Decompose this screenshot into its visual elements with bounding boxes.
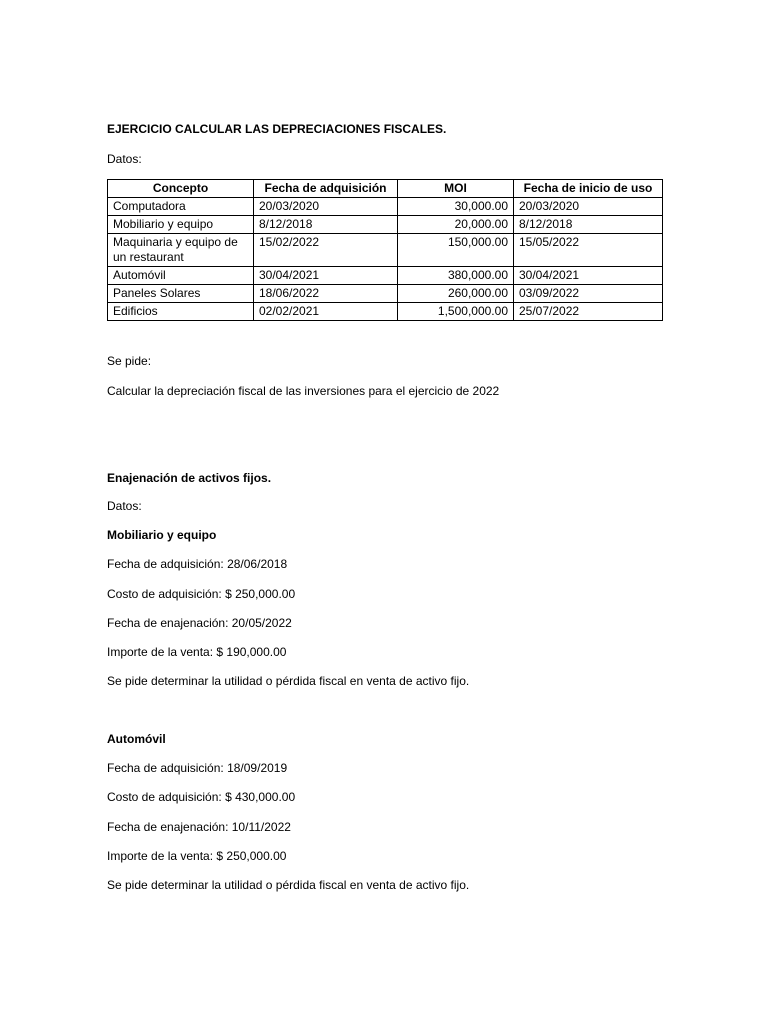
table-row (108, 216, 663, 234)
automovil-instruccion: Se pide determinar la utilidad o pérdida fiscal en venta de activo fijo. (107, 878, 470, 892)
cell-fecha-inicio-uso: 15/05/2022 (514, 234, 663, 267)
table-row (108, 285, 663, 303)
header-moi: MOI (398, 180, 514, 198)
table-row (108, 234, 663, 267)
se-pide-label: Se pide: (107, 354, 152, 368)
cell-concepto: Mobiliario y equipo (108, 216, 254, 234)
cell-fecha-adquisicion: 30/04/2021 (254, 267, 398, 285)
cell-fecha-inicio-uso: 20/03/2020 (514, 198, 663, 216)
automovil-fecha-adquisicion: Fecha de adquisición: 18/09/2019 (107, 761, 288, 775)
assets-table (107, 179, 663, 321)
header-fecha-adquisicion: Fecha de adquisición (254, 180, 398, 198)
header-fecha-inicio-uso: Fecha de inicio de uso (514, 180, 663, 198)
table-row (108, 198, 663, 216)
automovil-fecha-enajenacion: Fecha de enajenación: 10/11/2022 (107, 820, 291, 834)
cell-concepto: Computadora (108, 198, 254, 216)
cell-fecha-adquisicion: 02/02/2021 (254, 303, 398, 321)
automovil-heading: Automóvil (107, 732, 166, 746)
cell-fecha-inicio-uso: 03/09/2022 (514, 285, 663, 303)
cell-moi: 20,000.00 (398, 216, 514, 234)
cell-concepto: Automóvil (108, 267, 254, 285)
cell-moi: 1,500,000.00 (398, 303, 514, 321)
mobiliario-costo-adquisicion: Costo de adquisición: $ 250,000.00 (107, 587, 296, 601)
cell-fecha-adquisicion: 15/02/2022 (254, 234, 398, 267)
mobiliario-importe-venta: Importe de la venta: $ 190,000.00 (107, 645, 287, 659)
cell-fecha-inicio-uso: 25/07/2022 (514, 303, 663, 321)
mobiliario-fecha-enajenacion: Fecha de enajenación: 20/05/2022 (107, 616, 292, 630)
mobiliario-fecha-adquisicion: Fecha de adquisición: 28/06/2018 (107, 557, 288, 571)
automovil-costo-adquisicion: Costo de adquisición: $ 430,000.00 (107, 790, 296, 804)
cell-moi: 150,000.00 (398, 234, 514, 267)
cell-concepto: Edificios (108, 303, 254, 321)
table-row (108, 267, 663, 285)
cell-moi: 30,000.00 (398, 198, 514, 216)
cell-moi: 260,000.00 (398, 285, 514, 303)
mobiliario-heading: Mobiliario y equipo (107, 528, 217, 542)
table-header-row (108, 180, 663, 198)
cell-concepto: Paneles Solares (108, 285, 254, 303)
cell-moi: 380,000.00 (398, 267, 514, 285)
cell-fecha-adquisicion: 20/03/2020 (254, 198, 398, 216)
cell-fecha-inicio-uso: 8/12/2018 (514, 216, 663, 234)
enajenacion-datos-label: Datos: (107, 499, 142, 513)
cell-concepto: Maquinaria y equipo de un restaurant (108, 234, 254, 267)
cell-fecha-inicio-uso: 30/04/2021 (514, 267, 663, 285)
enajenacion-title: Enajenación de activos fijos. (107, 471, 272, 485)
table-row (108, 303, 663, 321)
document-title: EJERCICIO CALCULAR LAS DEPRECIACIONES FISCALES. (107, 122, 447, 136)
se-pide-text: Calcular la depreciación fiscal de las inversiones para el ejercicio de 2022 (107, 384, 500, 398)
mobiliario-instruccion: Se pide determinar la utilidad o pérdida fiscal en venta de activo fijo. (107, 674, 470, 688)
datos-label: Datos: (107, 152, 142, 166)
cell-fecha-adquisicion: 18/06/2022 (254, 285, 398, 303)
header-concepto: Concepto (108, 180, 254, 198)
cell-fecha-adquisicion: 8/12/2018 (254, 216, 398, 234)
automovil-importe-venta: Importe de la venta: $ 250,000.00 (107, 849, 287, 863)
